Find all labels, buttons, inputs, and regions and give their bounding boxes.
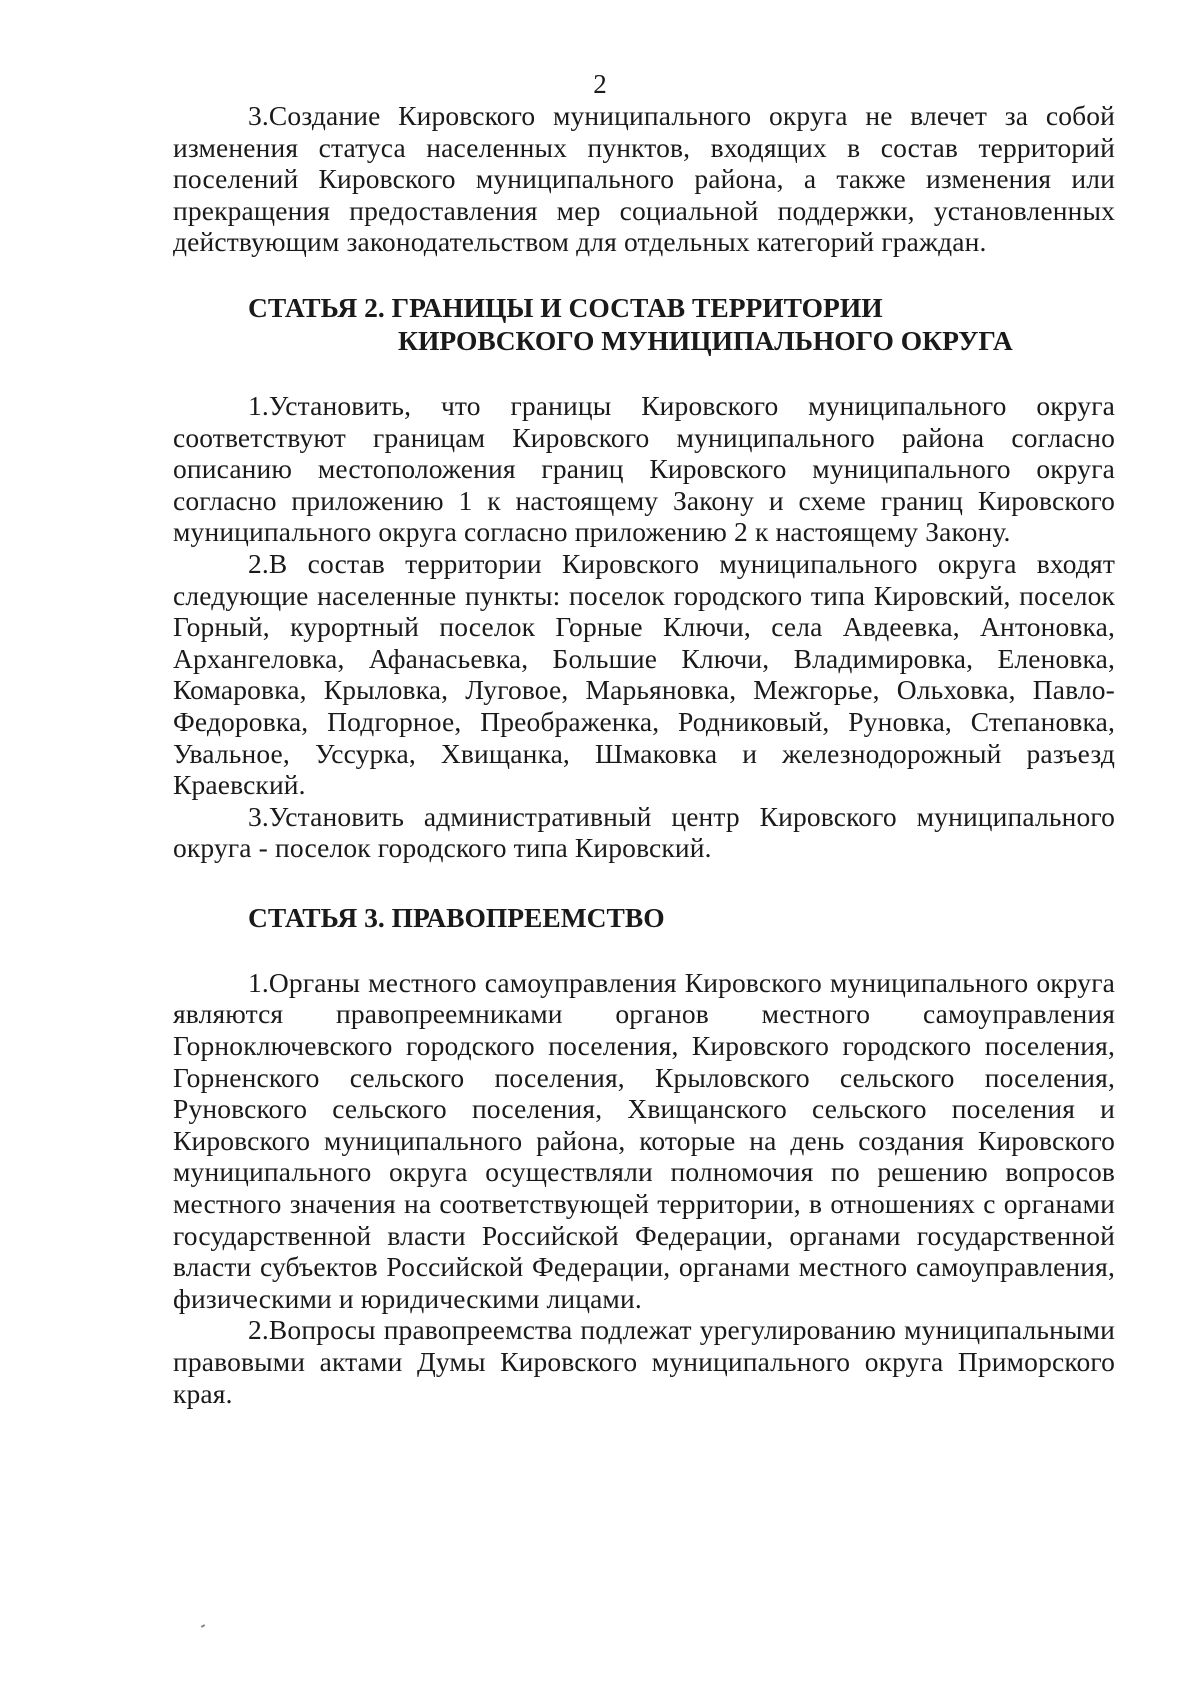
article2-paragraph-2: 2.В состав территории Кировского муниципального округа входят следующие населенные пункты: поселок городского типа Кировский, поселок Горный, курортный поселок Горные Ключи, села Авдеевка, Антоновка, Архангеловка, Афанасьевка, Большие Ключи, Владимировка, Еленовка, Комаровка, Крыловка, Луговое, Марьяновка, Межгорье, Ольховка, Павло-Федоровка, Подгорное, Преображенка, Родниковый, Руновка, Степановка, Увальное, Уссурка, Хвищанка, Шмаковка и железнодорожный разъезд Краевский. bbox=[173, 547, 1115, 801]
document-body bbox=[173, 100, 1115, 1409]
page-number: 2 bbox=[593, 69, 607, 99]
article2-heading bbox=[173, 291, 1115, 357]
spacer bbox=[173, 357, 1115, 390]
article1-paragraph-3: 3.Создание Кировского муниципального округа не влечет за собой изменения статуса населенных пунктов, входящих в состав территорий поселений Кировского муниципального района, а также изменения или прекращения предоставления мер социальной поддержки, установленных действующим законодательством для отдельных категорий граждан. bbox=[173, 100, 1115, 258]
article3-heading-line: СТАТЬЯ 3. ПРАВОПРЕЕМСТВО bbox=[248, 901, 665, 933]
article2-heading-line2: КИРОВСКОГО МУНИЦИПАЛЬНОГО ОКРУГА bbox=[398, 324, 1013, 356]
scan-speck bbox=[201, 1624, 205, 1628]
spacer bbox=[173, 934, 1115, 967]
article3-paragraph-1: 1.Органы местного самоуправления Кировского муниципального округа являются правопреемниками органов местного самоуправления Горноключевского городского поселения, Кировского городского поселения, Горненского сельского поселения, Крыловского сельского поселения, Руновского сельского поселения, Хвищанского сельского поселения и Кировского муниципального района, которые на день создания Кировского муниципального округа осуществляли полномочия по решению вопросов местного значения на соответствующей территории, в отношениях с органами государственной власти Российской Федерации, органами государственной власти субъектов Российской Федерации, органами местного самоуправления, физическими и юридическими лицами. bbox=[173, 966, 1115, 1314]
article2-paragraph-3: 3.Установить административный центр Кировского муниципального округа - поселок городского типа Кировский. bbox=[173, 800, 1115, 864]
spacer bbox=[173, 864, 1115, 901]
article3-heading bbox=[173, 901, 1115, 934]
article2-paragraph-1: 1.Установить, что границы Кировского муниципального округа соответствуют границам Кировского муниципального района согласно описанию местоположения границ Кировского муниципального округа согласно приложению 1 к настоящему Закону и схеме границ Кировского муниципального округа согласно приложению 2 к настоящему Закону. bbox=[173, 389, 1115, 548]
article2-heading-line1: СТАТЬЯ 2. ГРАНИЦЫ И СОСТАВ ТЕРРИТОРИИ bbox=[248, 291, 883, 323]
spacer bbox=[173, 258, 1115, 291]
article3-paragraph-2: 2.Вопросы правопреемства подлежат урегулированию муниципальными правовыми актами Думы Кировского муниципального округа Приморского края. bbox=[173, 1314, 1115, 1409]
